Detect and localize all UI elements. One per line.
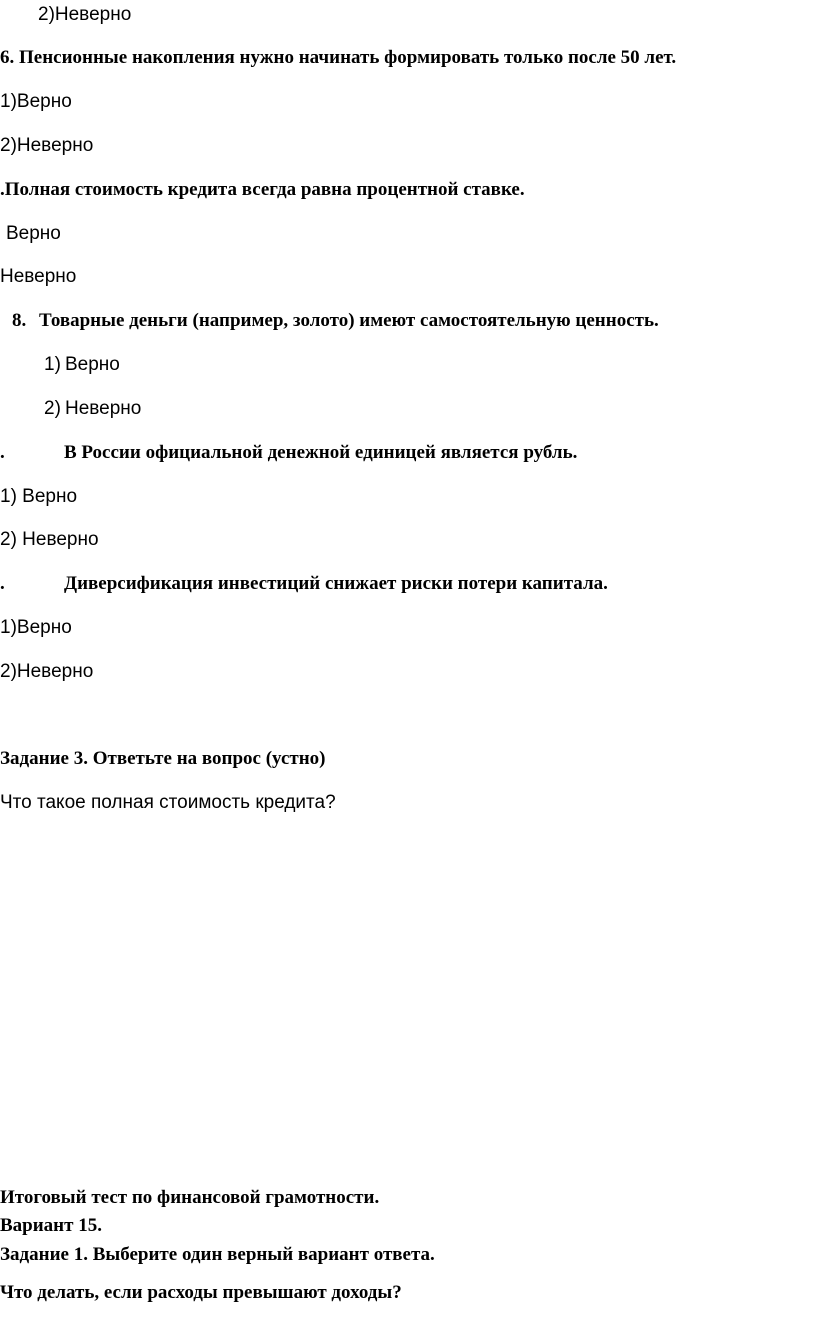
question-number: 8. [12,310,27,331]
answer-option: Верно [6,223,61,244]
answer-option: 2)Неверно [0,661,94,682]
question-9: В России официальной денежной единицей является рубль. [64,442,578,463]
answer-option: 1)Верно [0,617,72,638]
question-text: Товарные деньги (например, золото) имеют самостоятельную ценность. [39,310,659,331]
question-number: . [0,442,5,463]
question-10: Диверсификация инвестиций снижает риски потери капитала. [64,573,608,594]
answer-text: Неверно [65,398,142,419]
answer-option: Неверно [0,266,77,287]
task-3-heading: Задание 3. Ответьте на вопрос (устно) [0,748,326,769]
test-title: Итоговый тест по финансовой грамотности. [0,1187,380,1208]
answer-text: Верно [65,354,120,375]
answer-option: 1)Верно [0,91,72,112]
question-6: 6. Пенсионные накопления нужно начинать формировать только после 50 лет. [0,47,677,68]
question-7: .Полная стоимость кредита всегда равна процентной ставке. [0,179,525,200]
answer-option: 1) Верно [0,486,78,507]
answer-option: 2)Неверно [38,4,132,25]
task-1-heading: Задание 1. Выберите один верный вариант ответа. [0,1244,435,1265]
task-3-question: Что такое полная стоимость кредита? [0,792,336,813]
variant-label: Вариант 15. [0,1215,102,1236]
answer-number: 1) [44,354,61,375]
answer-option: 2)Неверно [0,135,94,156]
answer-option [44,397,141,421]
question-number: . [0,573,5,594]
answer-option [44,353,120,377]
answer-number: 2) [44,398,61,419]
question-8 [12,309,659,333]
question-1: Что делать, если расходы превышают доходы? [0,1282,402,1303]
answer-option: 2) Неверно [0,529,99,550]
